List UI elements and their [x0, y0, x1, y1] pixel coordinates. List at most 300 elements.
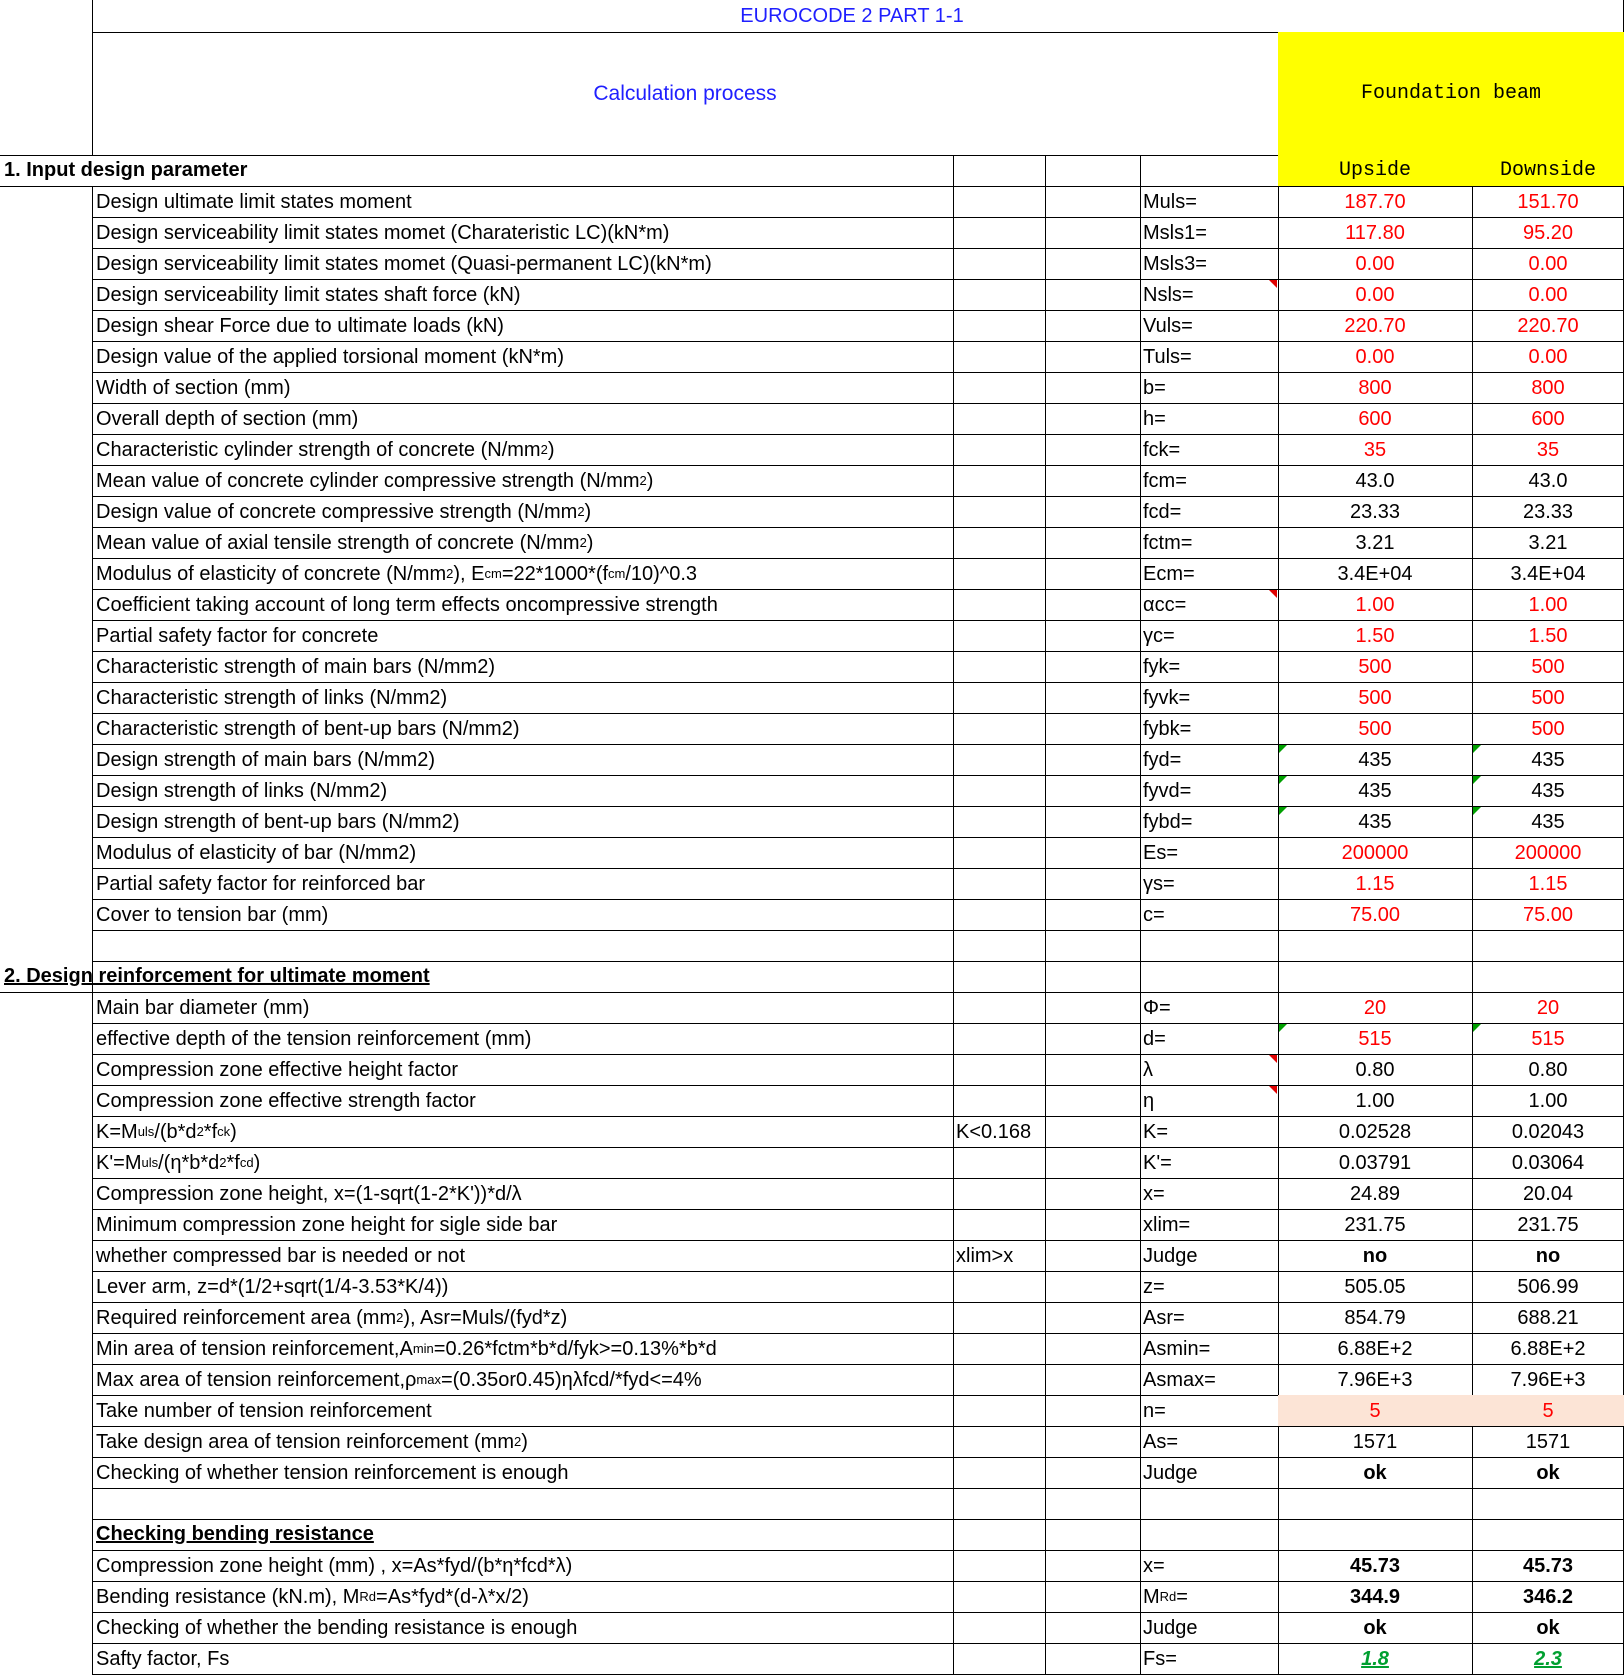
upside-value[interactable] [1278, 186, 1472, 217]
row-label[interactable] [92, 1271, 953, 1302]
empty-cell[interactable] [1045, 279, 1140, 310]
empty-cell[interactable] [1045, 1550, 1140, 1581]
row-label[interactable] [92, 806, 953, 837]
empty-cell[interactable] [1045, 1178, 1140, 1209]
upside-value-text: 1571 [1352, 1430, 1398, 1453]
row-label[interactable] [92, 682, 953, 713]
upside-value-text: 45.73 [1349, 1554, 1401, 1577]
empty-cell[interactable] [1045, 1643, 1140, 1674]
empty-cell[interactable] [953, 1023, 1045, 1054]
downside-value[interactable] [1472, 527, 1624, 558]
label-text: Compression zone height, x=(1-sqrt(1-2*K'))*d/λ [96, 1182, 522, 1205]
downside-value[interactable] [1472, 1147, 1624, 1178]
downside-value[interactable] [1472, 992, 1624, 1023]
symbol-cell[interactable] [1140, 434, 1278, 465]
upside-value[interactable] [1278, 682, 1472, 713]
upside-value-text: 0.02528 [1338, 1120, 1412, 1143]
empty-cell[interactable] [1045, 1116, 1140, 1147]
empty-cell[interactable] [953, 248, 1045, 279]
downside-value[interactable] [1472, 1023, 1624, 1054]
row-label[interactable] [92, 1178, 953, 1209]
downside-value[interactable] [1472, 806, 1624, 837]
upside-value[interactable] [1278, 806, 1472, 837]
downside-value-text: ok [1536, 1461, 1560, 1484]
row-label[interactable] [92, 1209, 953, 1240]
downside-value[interactable] [1472, 1426, 1624, 1457]
downside-value[interactable] [1472, 713, 1624, 744]
condition-cell[interactable] [953, 1240, 1045, 1271]
downside-value[interactable] [1472, 744, 1624, 775]
empty-cell[interactable] [1045, 992, 1140, 1023]
upside-value[interactable] [1278, 1271, 1472, 1302]
symbol-text: Nsls= [1143, 283, 1194, 306]
downside-value[interactable] [1472, 589, 1624, 620]
row-label[interactable] [92, 341, 953, 372]
label-text: Design strength of links (N/mm2) [96, 779, 388, 802]
label-text: =0.26*fctm*b*d/fyk>=0.13%*b*d [433, 1337, 717, 1360]
symbol-cell[interactable] [1140, 1147, 1278, 1178]
downside-value[interactable] [1472, 1457, 1624, 1488]
row-label[interactable]: Bending resistance (kN.m), M Rd =As*fyd*(d-λ*x/2) [96, 1585, 529, 1608]
empty-cell[interactable] [953, 558, 1045, 589]
upside-value[interactable] [1278, 744, 1472, 775]
row-label[interactable]: Characteristic cylinder strength of concrete (N/mm 2 ) [96, 438, 555, 461]
symbol-cell[interactable] [1140, 992, 1278, 1023]
upside-value[interactable] [1278, 1178, 1472, 1209]
upside-value[interactable] [1278, 279, 1472, 310]
downside-value[interactable] [1472, 186, 1624, 217]
label-text: K'=M [96, 1151, 142, 1174]
row-label[interactable]: Mean value of axial tensile strength of concrete (N/mm 2 ) [96, 531, 594, 554]
empty-cell[interactable] [1045, 1054, 1140, 1085]
empty-cell[interactable] [1045, 1364, 1140, 1395]
symbol-cell[interactable] [1140, 620, 1278, 651]
symbol-cell[interactable] [1140, 1085, 1278, 1116]
symbol-cell[interactable] [1140, 837, 1278, 868]
row-label[interactable]: K'=M uls /(η*b*d 2 *f cd ) [96, 1151, 261, 1174]
empty-cell[interactable] [953, 279, 1045, 310]
empty-cell[interactable] [953, 1085, 1045, 1116]
symbol-cell[interactable] [1140, 1395, 1278, 1426]
row-label[interactable] [92, 1550, 953, 1581]
section-1-title[interactable]: 1. Input design parameter [4, 159, 248, 181]
empty-cell[interactable] [953, 465, 1045, 496]
empty-cell[interactable] [953, 682, 1045, 713]
empty-cell[interactable] [1045, 403, 1140, 434]
downside-value[interactable] [1472, 775, 1624, 806]
upside-value[interactable] [1278, 1426, 1472, 1457]
row-label[interactable] [92, 1023, 953, 1054]
row-label[interactable] [92, 620, 953, 651]
downside-value[interactable] [1472, 403, 1624, 434]
upside-value[interactable] [1278, 651, 1472, 682]
upside-value[interactable] [1278, 527, 1472, 558]
empty-cell[interactable] [1045, 651, 1140, 682]
upside-value[interactable] [1278, 1364, 1472, 1395]
row-label[interactable] [92, 837, 953, 868]
symbol-cell[interactable] [1140, 1333, 1278, 1364]
label-text: Compression zone height (mm) , x=As*fyd/(b*η*fcd*λ) [96, 1554, 573, 1577]
upside-value[interactable] [1278, 1612, 1472, 1643]
row-label[interactable] [92, 992, 953, 1023]
empty-cell[interactable] [1045, 1147, 1140, 1178]
empty-cell[interactable] [1045, 1240, 1140, 1271]
upside-value[interactable] [1278, 496, 1472, 527]
symbol-text: fyvk= [1143, 686, 1191, 709]
symbol-cell[interactable] [1140, 1116, 1278, 1147]
downside-value[interactable] [1472, 837, 1624, 868]
downside-value[interactable] [1472, 1333, 1624, 1364]
upside-value[interactable] [1278, 217, 1472, 248]
row-label[interactable] [92, 899, 953, 930]
downside-value-text: 500 [1531, 717, 1565, 740]
symbol-cell[interactable] [1140, 651, 1278, 682]
symbol-cell[interactable] [1140, 248, 1278, 279]
empty-cell[interactable] [953, 1054, 1045, 1085]
upside-value[interactable] [1278, 775, 1472, 806]
row-label[interactable]: Min area of tension reinforcement,A min =0.26*fctm*b*d/fyk>=0.13%*b*d [96, 1337, 717, 1360]
symbol-cell[interactable] [1140, 558, 1278, 589]
upside-value[interactable] [1278, 465, 1472, 496]
symbol-cell[interactable] [1140, 217, 1278, 248]
downside-value[interactable] [1472, 372, 1624, 403]
empty-cell[interactable] [953, 341, 1045, 372]
empty-cell[interactable] [1045, 527, 1140, 558]
empty-cell[interactable] [1045, 589, 1140, 620]
empty-cell[interactable] [1045, 837, 1140, 868]
symbol-cell[interactable] [1140, 1457, 1278, 1488]
empty-cell[interactable] [953, 1581, 1045, 1612]
symbol-cell[interactable] [1140, 868, 1278, 899]
symbol-cell[interactable] [1140, 1643, 1278, 1674]
symbol-text: fck= [1143, 438, 1181, 461]
empty-cell[interactable] [953, 186, 1045, 217]
downside-value[interactable] [1472, 620, 1624, 651]
standard-title[interactable]: EUROCODE 2 PART 1-1 [740, 5, 964, 27]
symbol-cell[interactable] [1140, 1426, 1278, 1457]
symbol-cell[interactable] [1140, 465, 1278, 496]
upside-value[interactable] [1278, 1395, 1472, 1426]
empty-cell[interactable] [1045, 496, 1140, 527]
row-label[interactable] [92, 1240, 953, 1271]
downside-value[interactable] [1472, 1581, 1624, 1612]
upside-value-text: 231.75 [1344, 1213, 1406, 1236]
section-3-title[interactable]: Checking bending resistance [96, 1523, 374, 1545]
row-label[interactable]: Modulus of elasticity of concrete (N/mm 2 ), E cm =22*1000*(f cm /10)^0.3 [96, 562, 698, 585]
empty-cell[interactable] [953, 806, 1045, 837]
upside-value[interactable] [1278, 899, 1472, 930]
row-label[interactable] [92, 1054, 953, 1085]
empty-cell[interactable] [953, 496, 1045, 527]
upside-value-text: 220.70 [1344, 314, 1406, 337]
row-label[interactable] [92, 248, 953, 279]
empty-cell[interactable] [1045, 775, 1140, 806]
empty-cell[interactable] [1045, 1023, 1140, 1054]
upside-value[interactable] [1278, 372, 1472, 403]
upside-value[interactable] [1278, 1116, 1472, 1147]
empty-cell[interactable] [1045, 620, 1140, 651]
empty-cell[interactable] [953, 1209, 1045, 1240]
empty-cell[interactable] [953, 1271, 1045, 1302]
downside-value[interactable] [1472, 1302, 1624, 1333]
upside-value[interactable] [1278, 248, 1472, 279]
empty-cell[interactable] [953, 310, 1045, 341]
row-label[interactable] [92, 713, 953, 744]
downside-value[interactable] [1472, 279, 1624, 310]
empty-cell[interactable] [1045, 1395, 1140, 1426]
empty-cell[interactable] [1045, 186, 1140, 217]
formula-marker-icon [1473, 745, 1481, 753]
symbol-cell[interactable]: M Rd = [1143, 1585, 1188, 1608]
symbol-cell[interactable] [1140, 1271, 1278, 1302]
symbol-cell[interactable] [1140, 372, 1278, 403]
symbol-text: fcd= [1143, 500, 1182, 523]
row-label[interactable] [92, 775, 953, 806]
symbol-cell[interactable] [1140, 744, 1278, 775]
empty-cell[interactable] [953, 217, 1045, 248]
upside-value[interactable] [1278, 992, 1472, 1023]
empty-cell[interactable] [953, 1333, 1045, 1364]
empty-cell[interactable] [1045, 682, 1140, 713]
empty-cell[interactable] [953, 1395, 1045, 1426]
downside-value[interactable] [1472, 1178, 1624, 1209]
symbol-cell[interactable] [1140, 1302, 1278, 1333]
empty-cell[interactable] [953, 744, 1045, 775]
row-label[interactable]: K=M uls /(b*d 2 *f ck ) [96, 1120, 237, 1143]
upside-value[interactable] [1278, 868, 1472, 899]
empty-cell[interactable] [953, 651, 1045, 682]
downside-value[interactable] [1472, 217, 1624, 248]
upside-value[interactable] [1278, 837, 1472, 868]
empty-cell[interactable] [953, 1178, 1045, 1209]
downside-value[interactable] [1472, 682, 1624, 713]
upside-value[interactable] [1278, 1147, 1472, 1178]
row-label[interactable]: Design value of concrete compressive strength (N/mm 2 ) [96, 500, 592, 523]
row-label[interactable] [92, 589, 953, 620]
empty-cell[interactable] [953, 713, 1045, 744]
symbol-cell[interactable] [1140, 279, 1278, 310]
empty-cell[interactable] [1045, 1209, 1140, 1240]
upside-value[interactable] [1278, 558, 1472, 589]
empty-cell[interactable] [953, 837, 1045, 868]
label-text: Checking of whether tension reinforcement is enough [96, 1461, 569, 1484]
empty-cell[interactable] [953, 434, 1045, 465]
symbol-cell[interactable] [1140, 341, 1278, 372]
symbol-cell[interactable] [1140, 1023, 1278, 1054]
empty-cell[interactable] [953, 868, 1045, 899]
downside-value-text: 0.00 [1528, 252, 1568, 275]
calculation-process-label[interactable]: Calculation process [593, 82, 777, 105]
empty-cell[interactable] [953, 1147, 1045, 1178]
row-label[interactable] [92, 868, 953, 899]
empty-cell[interactable] [953, 1550, 1045, 1581]
row-label[interactable] [92, 1395, 953, 1426]
symbol-cell[interactable] [1140, 713, 1278, 744]
downside-value[interactable] [1472, 1271, 1624, 1302]
empty-cell[interactable] [1045, 217, 1140, 248]
upside-header[interactable]: Upside [1278, 155, 1472, 186]
empty-cell[interactable] [953, 403, 1045, 434]
symbol-cell[interactable] [1140, 1209, 1278, 1240]
symbol-cell[interactable] [1140, 527, 1278, 558]
label-text: Compression zone effective height factor [96, 1058, 459, 1081]
row-label[interactable] [92, 217, 953, 248]
upside-value[interactable] [1278, 1333, 1472, 1364]
symbol-cell[interactable] [1140, 1612, 1278, 1643]
symbol-text: γs= [1143, 872, 1175, 895]
symbol-cell[interactable] [1140, 899, 1278, 930]
upside-value[interactable] [1278, 1209, 1472, 1240]
symbol-cell[interactable] [1140, 589, 1278, 620]
empty-cell[interactable] [1045, 1271, 1140, 1302]
row-label[interactable] [92, 1457, 953, 1488]
row-label[interactable]: Max area of tension reinforcement,ρ max =(0.35or0.45)ηλfcd/*fyd<=4% [96, 1368, 702, 1391]
row-label[interactable] [92, 310, 953, 341]
upside-value[interactable] [1278, 1643, 1472, 1674]
empty-cell[interactable] [1045, 1581, 1140, 1612]
row-label[interactable] [92, 1643, 953, 1674]
empty-cell[interactable] [1045, 1302, 1140, 1333]
row-label[interactable] [92, 279, 953, 310]
empty-cell[interactable] [1045, 1085, 1140, 1116]
empty-cell[interactable] [1045, 1612, 1140, 1643]
downside-value[interactable] [1472, 1085, 1624, 1116]
downside-value[interactable] [1472, 1643, 1624, 1674]
member-header[interactable]: Foundation beam [1278, 32, 1624, 155]
upside-value[interactable] [1278, 620, 1472, 651]
empty-cell[interactable] [953, 1302, 1045, 1333]
row-label[interactable] [92, 403, 953, 434]
upside-value[interactable] [1278, 589, 1472, 620]
symbol-cell[interactable] [1140, 496, 1278, 527]
upside-value[interactable] [1278, 434, 1472, 465]
symbol-cell[interactable] [1140, 1054, 1278, 1085]
empty-cell[interactable] [1045, 465, 1140, 496]
empty-cell[interactable] [953, 620, 1045, 651]
empty-cell[interactable] [1045, 558, 1140, 589]
empty-cell[interactable] [1045, 434, 1140, 465]
downside-value[interactable] [1472, 1116, 1624, 1147]
downside-value[interactable] [1472, 899, 1624, 930]
downside-value[interactable] [1472, 434, 1624, 465]
row-label[interactable]: Take design area of tension reinforcement (mm 2 ) [96, 1430, 528, 1453]
downside-value[interactable] [1472, 868, 1624, 899]
empty-cell[interactable] [953, 589, 1045, 620]
downside-value[interactable] [1472, 248, 1624, 279]
row-label[interactable] [92, 372, 953, 403]
empty-cell[interactable] [1045, 806, 1140, 837]
empty-cell[interactable] [953, 1457, 1045, 1488]
empty-cell[interactable] [1045, 713, 1140, 744]
downside-value[interactable] [1472, 310, 1624, 341]
empty-cell[interactable] [953, 527, 1045, 558]
downside-value[interactable] [1472, 1395, 1624, 1426]
upside-value-text: 3.21 [1355, 531, 1395, 554]
downside-value[interactable] [1472, 496, 1624, 527]
empty-cell[interactable] [953, 372, 1045, 403]
empty-cell[interactable] [1045, 868, 1140, 899]
upside-value[interactable] [1278, 1550, 1472, 1581]
condition-cell[interactable] [953, 1116, 1045, 1147]
empty-cell[interactable] [953, 992, 1045, 1023]
downside-value[interactable] [1472, 1612, 1624, 1643]
empty-cell[interactable] [953, 1364, 1045, 1395]
empty-cell[interactable] [953, 899, 1045, 930]
row-label[interactable] [92, 1612, 953, 1643]
symbol-cell[interactable] [1140, 186, 1278, 217]
row-label[interactable]: Required reinforcement area (mm 2 ), Asr=Muls/(fyd*z) [96, 1306, 568, 1329]
symbol-cell[interactable] [1140, 1240, 1278, 1271]
symbol-cell[interactable] [1140, 310, 1278, 341]
row-label[interactable] [92, 744, 953, 775]
downside-value[interactable] [1472, 341, 1624, 372]
upside-value[interactable] [1278, 713, 1472, 744]
row-label[interactable] [92, 651, 953, 682]
upside-value[interactable] [1278, 1302, 1472, 1333]
downside-value[interactable] [1472, 465, 1624, 496]
label-text: Characteristic cylinder strength of concrete (N/mm [96, 438, 541, 461]
row-label[interactable] [92, 186, 953, 217]
downside-value[interactable] [1472, 651, 1624, 682]
empty-cell[interactable] [1045, 310, 1140, 341]
empty-cell[interactable] [1045, 1333, 1140, 1364]
empty-cell[interactable] [1045, 372, 1140, 403]
downside-value-text: 506.99 [1517, 1275, 1579, 1298]
upside-value[interactable] [1278, 1054, 1472, 1085]
empty-cell[interactable] [1045, 341, 1140, 372]
symbol-cell[interactable] [1140, 1364, 1278, 1395]
label-text: ) [547, 438, 555, 461]
upside-value[interactable] [1278, 1023, 1472, 1054]
symbol-text: n= [1143, 1399, 1166, 1422]
symbol-cell[interactable] [1140, 1178, 1278, 1209]
downside-value[interactable] [1472, 1054, 1624, 1085]
upside-value[interactable] [1278, 341, 1472, 372]
downside-value[interactable] [1472, 1209, 1624, 1240]
upside-value[interactable] [1278, 310, 1472, 341]
downside-value[interactable] [1472, 1364, 1624, 1395]
empty-cell[interactable] [953, 775, 1045, 806]
upside-value[interactable] [1278, 1581, 1472, 1612]
symbol-cell[interactable] [1140, 1550, 1278, 1581]
empty-cell[interactable] [1045, 744, 1140, 775]
empty-cell[interactable] [1045, 1426, 1140, 1457]
label-text: /10)^0.3 [625, 562, 698, 585]
downside-header[interactable]: Downside [1472, 155, 1624, 186]
upside-value[interactable] [1278, 403, 1472, 434]
upside-value[interactable] [1278, 1457, 1472, 1488]
empty-cell[interactable] [1045, 248, 1140, 279]
downside-value[interactable] [1472, 1550, 1624, 1581]
symbol-cell[interactable] [1140, 682, 1278, 713]
symbol-cell[interactable] [1140, 775, 1278, 806]
row-label[interactable] [92, 1085, 953, 1116]
empty-cell[interactable] [953, 1426, 1045, 1457]
symbol-cell[interactable] [1140, 403, 1278, 434]
empty-cell[interactable] [953, 1643, 1045, 1674]
label-text: Design serviceability limit states shaft force (kN) [96, 283, 521, 306]
upside-value[interactable] [1278, 1085, 1472, 1116]
empty-cell[interactable] [953, 1612, 1045, 1643]
symbol-cell[interactable] [1140, 806, 1278, 837]
downside-value[interactable] [1472, 1240, 1624, 1271]
upside-value[interactable] [1278, 1240, 1472, 1271]
empty-cell[interactable] [1045, 1457, 1140, 1488]
row-label[interactable]: Mean value of concrete cylinder compressive strength (N/mm 2 ) [96, 469, 654, 492]
downside-value[interactable] [1472, 558, 1624, 589]
section-2-title[interactable]: 2. Design reinforcement for ultimate moment [4, 965, 430, 987]
empty-cell[interactable] [1045, 899, 1140, 930]
